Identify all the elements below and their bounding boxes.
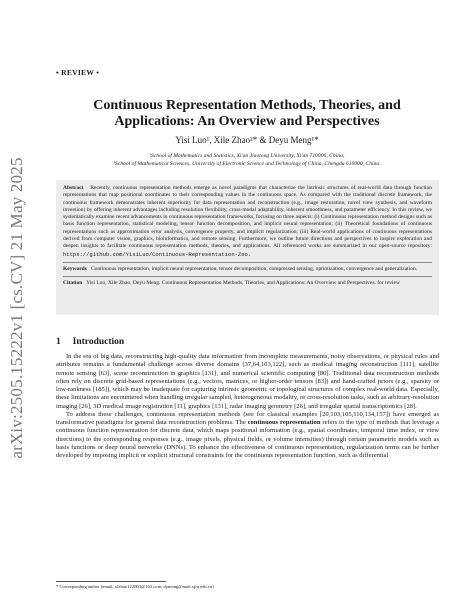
abstract-box [56,180,439,315]
paper-authors: Yisi Luo¹, Xile Zhao²* & Deyu Meng¹* [175,135,319,145]
footnotes [56,584,439,590]
divider [63,276,432,277]
paragraph-text: To address these challenges, continuous representation methods (see for classical examples [20,103,105,110,134,157]) have emerged as transformative paradigms for general data reconstruction problems. The [56,410,439,426]
paper-title: Continuous Representation Methods, Theories, and Applications: An Overview and Perspectives [93,98,401,129]
affiliations [54,152,440,168]
citation [63,280,432,287]
arxiv-id: arXiv:2505.15222v1 [cs.CV] 21 May 2025 [7,157,26,459]
section-heading [56,337,124,347]
abstract-text: Recently, continuous representation methods emerge as novel paradigms that characterize the intrinsic structures of real-world data through function representations that map positional coordinates to their corresponding values in the continuous space. As compared with the traditional discrete framework, the continuous framework demonstrates inherent superiority for data representation and reconstruction (e.g., image restoration, novel view synthesis, and waveform inversion) by offering inherent advantages including resolution flexibility, cross-modal adaptability, inherent smoothness, and parameter efficiency. In this review, we systematically examine recent advancements in continuous representation frameworks, focusing on three aspects: (i) Continuous representation method designs such as basis function representation, statistical modeling, tensor function decomposition, and implicit neural representation; (ii) Theoretical foundations of continuous representations such as approximation error analysis, convergence property, and implicit regularization; (iii) Real-world applications of continuous representations derived from computer vision, graphics, bioinformatics, and remote sensing. Furthermore, we outline future directions and perspectives to inspire exploration and deepen insights to facilitate continuous representation methods, theories, and applications. All referenced works are summarized in our open-source repository: [63,185,433,250]
section-number: 1 [56,337,61,347]
affiliation-1: ¹School of Mathematics and Statistics, Xi'an Jiaotong University, Xi'an 710000, China; [149,153,345,159]
keywords-text: Continuous representation, implicit neural representation, tensor decomposition, compressed sensing, optimization, convergence and generalization. [90,265,418,272]
intro-paragraph-2 [56,411,439,461]
review-label: • REVIEW • [56,68,100,77]
abstract [63,185,432,259]
abstract-label: Abstract [63,185,84,191]
arxiv-sidebar-stamp [6,157,28,459]
affiliation-2: ²School of Mathematical Sciences, University of Electronic Science and Technology of China, Chengdu 610000, China. [113,161,381,167]
citation-text: Yisi Luo, Xile Zhao, Deyu Meng. Continuous Representation Methods, Theories, and Applications: An Overview and Perspectives. for review [86,280,400,287]
keywords [63,266,432,273]
corresponding-author-note: * Corresponding author (email: xlzhao122003@163.com, dymeng@mail.xjtu.edu.cn) [56,584,214,589]
paragraph-text: refers to the type of methods that leverage a continuous function representation for discrete data, which maps positional information (e.g., spatial coordinates, temporal time index, or view directions) to the corresponding responses (e.g., image pixels, physical fields, or volume intensities) through certain parametric models such as basis functions or deep neural networks (DNNs). To enhance the effectiveness of continuous representation, regularization terms can be further developed by imposing implicit or explicit structural constraints for the continuous representation function, such as differential [56,419,440,459]
section-title: Introduction [72,337,125,347]
keywords-label: Keywords [63,265,87,272]
bold-term: continuous representation [247,419,321,426]
footnote-rule [56,581,166,582]
divider [63,262,432,263]
intro-body [56,353,439,460]
intro-paragraph-1: In the era of big data, reconstructing high-quality data information from incomplete measurements, noisy observations, or physical rules and attributes remains a fundamental challenge across diverse domains [37,64,103,122], such as medical imaging reconstruction [111], satellite remote sensing [63], scene reconstruction in graphics [131], and numerical scientific computing [80]. Traditional data reconstruction methods often rely on discrete grid-based representations (e.g., vectors, matrices, or higher-order tensors [83]) and hand-crafted priors (e.g., sparsity or low-rankness [185]), which may be inadequate for capturing intrinsic geometric or topological structures of complex real-world data. Especially, these limitations are encountered when handling irregular sampled, heterogeneous modality, or cross-resolution tasks, such as arbitrary-resolution imaging [26], 3D medical image registration [11], graphics [131], radar imaging geometry [26], and irregular spatial transcriptomics [28]. [56,353,439,410]
citation-label: Citation [63,280,83,287]
repo-link[interactable]: https://github.com/YisiLuo/Continuous-Representation-Zoo. [63,250,252,258]
